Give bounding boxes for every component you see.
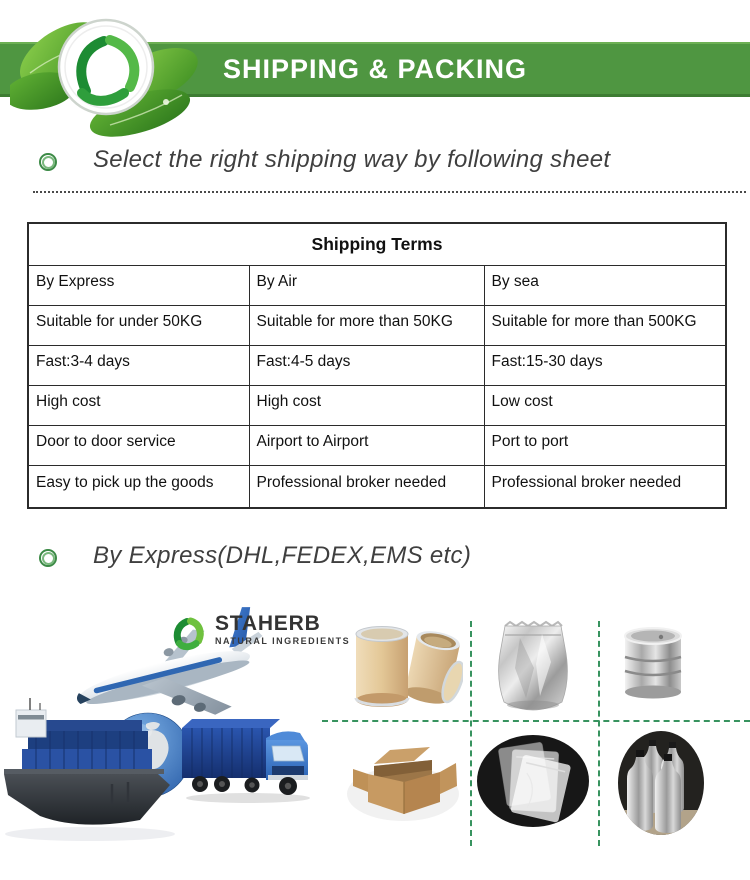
table-cell: Fast:4-5 days <box>249 345 484 385</box>
table-cell: Low cost <box>484 385 726 425</box>
plastic-bags-photo <box>476 732 591 830</box>
table-cell: Fast:15-30 days <box>484 345 726 385</box>
staherb-logo <box>166 608 350 656</box>
table-cell: Airport to Airport <box>249 425 484 465</box>
table-row <box>28 465 726 508</box>
table-cell: Professional broker needed <box>484 465 726 508</box>
logo-tagline: NATURAL INGREDIENTS <box>215 636 351 646</box>
section-heading-by-express: By Express(DHL,FEDEX,EMS etc) <box>93 542 472 569</box>
table-cell: Door to door service <box>28 425 249 465</box>
banner-title: SHIPPING & PACKING <box>222 54 528 84</box>
table-cell: Professional broker needed <box>249 465 484 508</box>
table-row <box>28 425 726 465</box>
container-truck-illustration <box>182 719 310 803</box>
table-cell: By Express <box>28 265 249 305</box>
fiber-drums-photo <box>348 620 463 712</box>
table-cell: High cost <box>28 385 249 425</box>
table-cell: High cost <box>249 385 484 425</box>
section-heading-shipping-sheet: Select the right shipping way by following sheet <box>93 146 611 173</box>
table-title-row <box>28 223 726 265</box>
ring-bullet-icon <box>39 153 57 171</box>
table-row <box>28 305 726 345</box>
table-cell: By sea <box>484 265 726 305</box>
table-row <box>28 265 726 305</box>
grid-divider-vertical <box>470 621 472 846</box>
table-cell: Easy to pick up the goods <box>28 465 249 508</box>
shipping-terms-table <box>27 222 727 509</box>
grid-divider-horizontal <box>322 720 750 722</box>
aluminum-bottles-photo <box>616 728 706 838</box>
table-title: Shipping Terms <box>28 223 726 265</box>
table-row <box>28 385 726 425</box>
table-cell: By Air <box>249 265 484 305</box>
leaf-recycle-logo-icon <box>10 3 222 137</box>
table-cell: Suitable for under 50KG <box>28 305 249 345</box>
grid-divider-vertical <box>598 621 600 846</box>
table-cell: Fast:3-4 days <box>28 345 249 385</box>
recycle-triangle-icon <box>166 608 210 656</box>
logo-name: STAHERB <box>215 612 321 635</box>
table-cell: Suitable for more than 500KG <box>484 305 726 345</box>
dotted-divider <box>33 191 746 193</box>
ring-bullet-icon <box>39 549 57 567</box>
table-row <box>28 345 726 385</box>
table-cell: Port to port <box>484 425 726 465</box>
steel-drum-photo <box>620 624 686 702</box>
carton-box-photo <box>344 736 462 824</box>
foil-pouch-photo <box>490 616 576 714</box>
table-cell: Suitable for more than 50KG <box>249 305 484 345</box>
